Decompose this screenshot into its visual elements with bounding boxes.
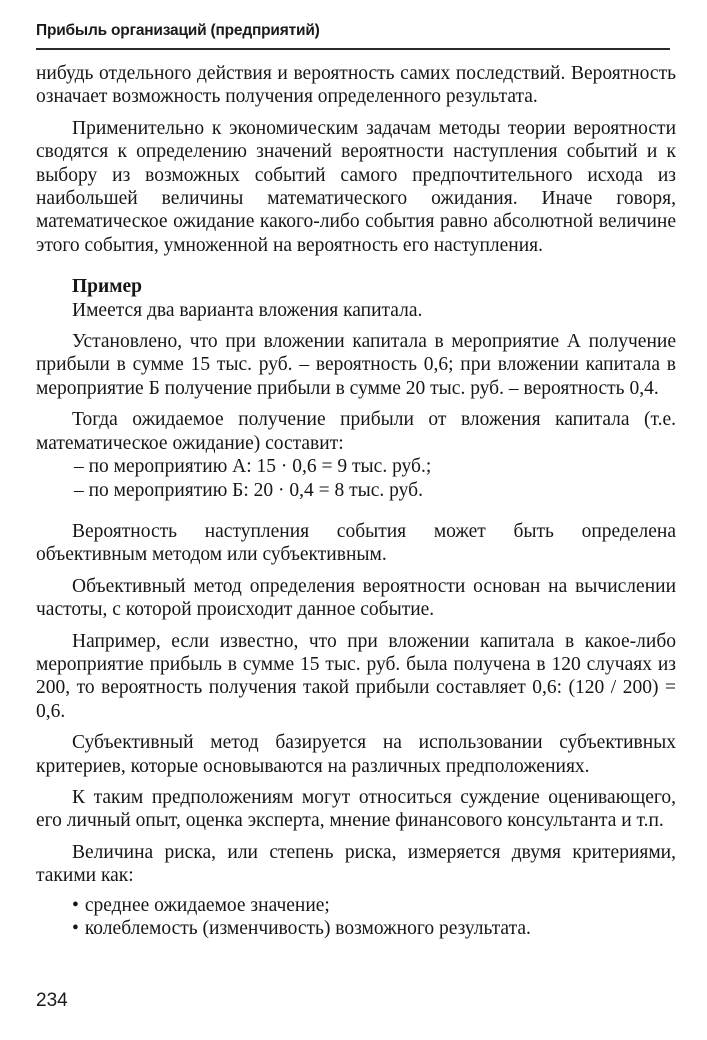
calc-line-b: – по мероприятию Б: 20 · 0,4 = 8 тыс. руб. xyxy=(74,479,423,501)
paragraph-established: Установлено, что при вложении капитала в мероприятие А получение прибыли в сумме 15 тыс. руб. – вероятность 0,6; при вложении капитала в мероприятие Б получение прибыли в сумме 20 тыс. руб. – вероятность 0,4. xyxy=(36,331,676,399)
paragraph-risk-measure: Величина риска, или степень риска, измеряется двумя критериями, такими как: xyxy=(36,841,676,887)
example-heading: Пример xyxy=(72,276,143,298)
paragraph-expected-profit: Тогда ожидаемое получение прибыли от вложения капитала (т.е. математическое ожидание) составит: xyxy=(36,409,676,454)
list-item: • колеблемость (изменчивость) возможного результата. xyxy=(36,917,676,940)
running-header: Прибыль организаций (предприятий) xyxy=(36,22,320,39)
paragraph-objective-subjective: Вероятность наступления события может быть определена объективным методом или субъективным. xyxy=(36,520,676,566)
page-body xyxy=(36,62,676,940)
paragraph-assumptions: К таким предположениям могут относиться суждение оценивающего, его личный опыт, оценка эксперта, мнение финансового консультанта и т.п. xyxy=(36,786,676,832)
calc-line-a: – по мероприятию А: 15 · 0,6 = 9 тыс. руб.; xyxy=(74,456,432,478)
paragraph-subjective-method: Субъективный метод базируется на использовании субъективных критериев, которые основываются на различных предположениях. xyxy=(36,732,676,777)
paragraph-example-frequency: Например, если известно, что при вложении капитала в какое-либо мероприятие прибыль в сумме 15 тыс. руб. была получена в 120 случаях из 200, то вероятность получения такой прибыли составляет 0,6: (120 / 200) = 0,6. xyxy=(36,630,676,722)
header-rule xyxy=(36,48,670,50)
paragraph-continuation: нибудь отдельного действия и вероятность самих последствий. Вероятность означает возможность получения определенного результата. xyxy=(36,63,676,108)
paragraph-objective-method: Объективный метод определения вероятности основан на вычислении частоты, с которой происходит данное событие. xyxy=(36,575,676,621)
risk-criteria-list xyxy=(36,894,676,941)
list-item: • среднее ожидаемое значение; xyxy=(36,894,676,917)
paragraph-two-variants: Имеется два варианта вложения капитала. xyxy=(72,299,423,321)
paragraph-probability-methods: Применительно к экономическим задачам методы теории вероятности сводятся к определению значений вероятности наступления событий и к выбору из возможных событий самого предпочтительного исхода из наибольшей величины математического ожидания. Иначе говоря, математическое ожидание какого-либо события равно абсолютной величине этого события, умноженной на вероятность его наступления. xyxy=(36,117,676,256)
page-number: 234 xyxy=(36,990,68,1011)
